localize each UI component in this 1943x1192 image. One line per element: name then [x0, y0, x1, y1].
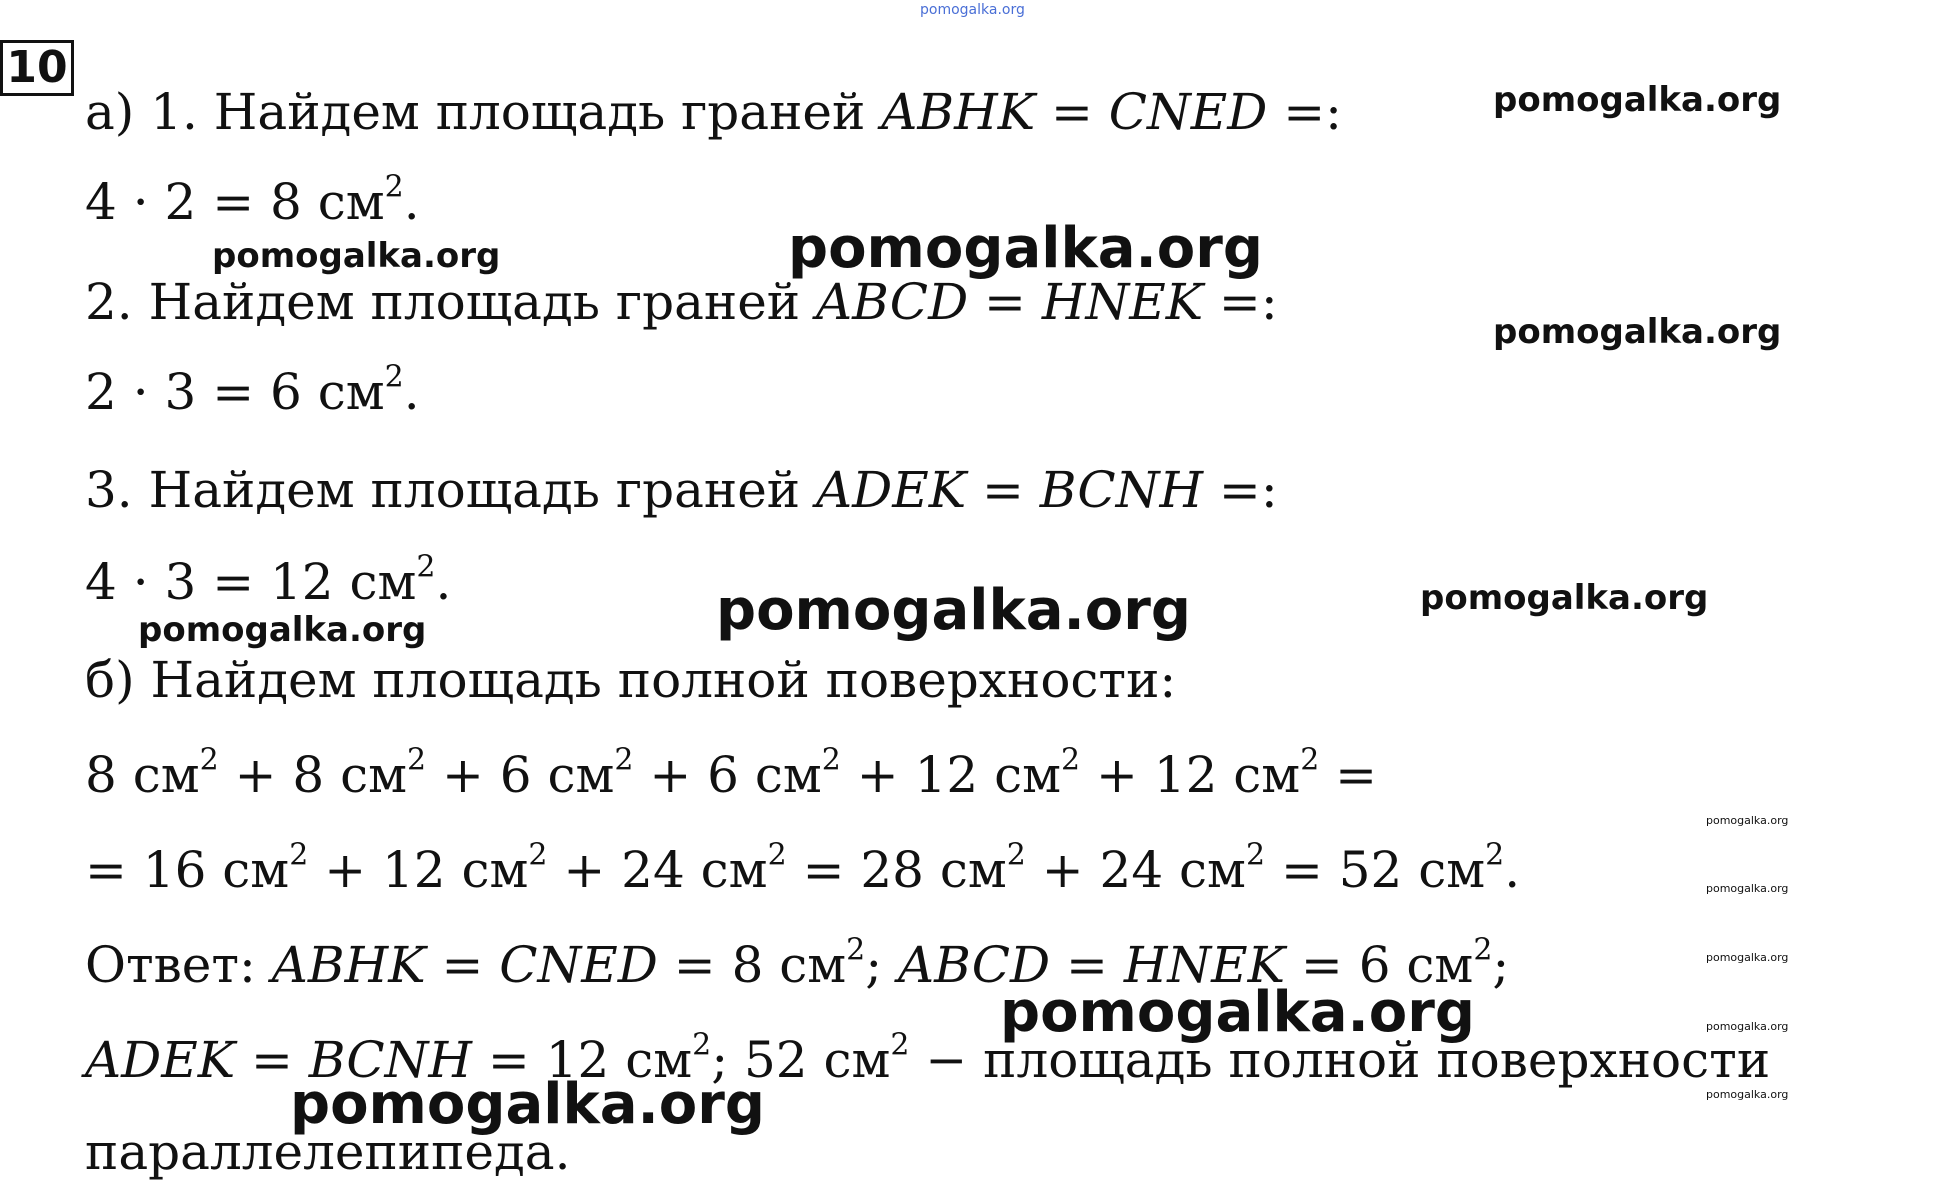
problem-number: 10: [0, 40, 74, 96]
watermark: pomogalka.org: [1000, 980, 1475, 1045]
answer-line-3: параллелепипеда.: [85, 1123, 571, 1181]
watermark-top: pomogalka.org: [920, 2, 1025, 18]
watermark: pomogalka.org: [716, 578, 1191, 643]
calc-a3: 4 · 3 = 12 $см^2$.: [85, 549, 452, 611]
watermark-small: pomogalka.org: [1706, 1020, 1789, 1033]
step-a3: 3. Найдем площадь граней ADEK = BCNH =:: [85, 461, 1278, 519]
watermark: pomogalka.org: [1420, 578, 1709, 618]
watermark: pomogalka.org: [788, 216, 1263, 281]
calc-b-result: = 16 $см^2 + 12$ $см^2 + 24$ $см^2 = 28$ $см^2 + 24$ $см^2 = 52$ $см^2$.: [85, 837, 1521, 899]
calc-b-sum: 8 $см^2 + 8$ $см^2 + 6$ $см^2 + 6$ $см^2 + 12$ $см^2 + 12$ $см^2$ =: [85, 742, 1378, 804]
watermark-small: pomogalka.org: [1706, 814, 1789, 827]
watermark: pomogalka.org: [212, 236, 501, 276]
answer-line-1: Ответ: ABHK = CNED = 8 $см^2$; ABCD = HNEK = 6 $см^2$;: [85, 932, 1510, 994]
calc-a1: 4 · 2 = 8 $см^2$.: [85, 169, 420, 231]
watermark: pomogalka.org: [290, 1072, 765, 1137]
step-a1: а) 1. Найдем площадь граней ABHK = CNED =:: [85, 83, 1342, 141]
watermark-small: pomogalka.org: [1706, 882, 1789, 895]
watermark-small: pomogalka.org: [1706, 951, 1789, 964]
watermark-small: pomogalka.org: [1706, 1088, 1789, 1101]
step-b: б) Найдем площадь полной поверхности:: [85, 651, 1177, 709]
calc-a2: 2 · 3 = 6 $см^2$.: [85, 359, 420, 421]
step-a2: 2. Найдем площадь граней ABCD = HNEK =:: [85, 273, 1278, 331]
watermark: pomogalka.org: [1493, 80, 1782, 120]
watermark: pomogalka.org: [1493, 312, 1782, 352]
answer-line-2: ADEK = BCNH = 12 $см^2$; 52 $см^2$ − площадь полной поверхности: [85, 1027, 1771, 1089]
watermark: pomogalka.org: [138, 610, 427, 650]
